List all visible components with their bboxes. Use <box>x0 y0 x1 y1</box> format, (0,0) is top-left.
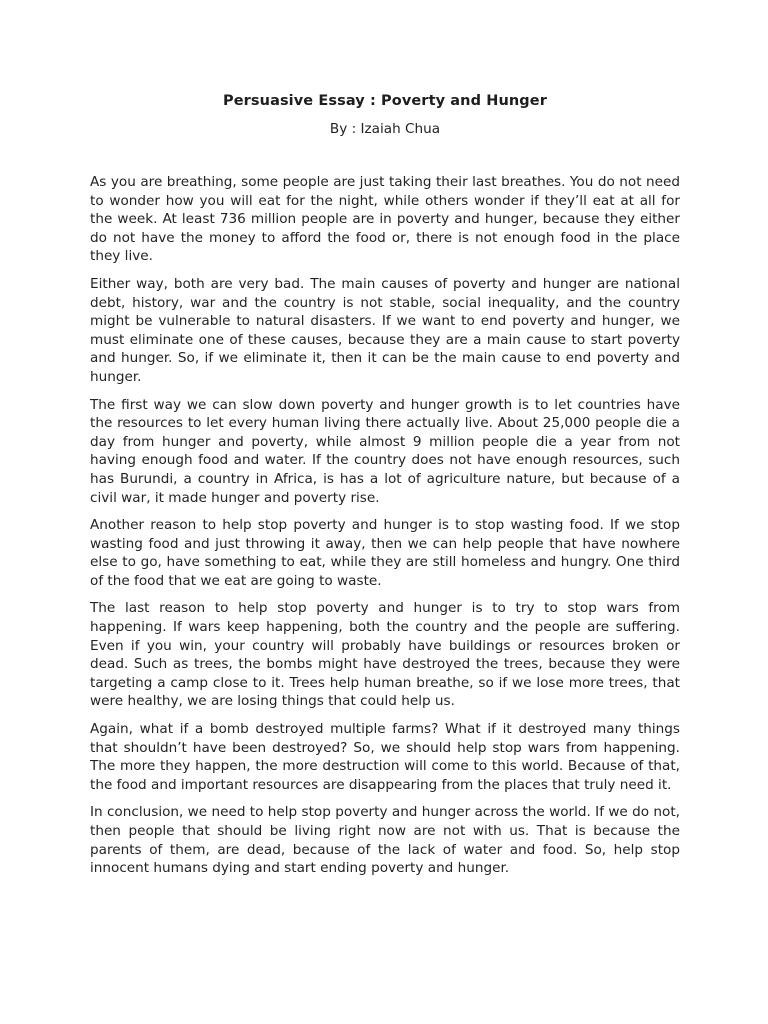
essay-title: Persuasive Essay : Poverty and Hunger <box>223 93 547 109</box>
paragraph-3: The first way we can slow down poverty and hunger growth is to let countries have the resources to let every human living there actually live. About 25,000 people die a day from hunger and poverty, while almost 9 million people die a year from not having enough food and water. If the country does not have enough resources, such has Burundi, a country in Africa, is has a lot of agriculture nature, but because of a civil war, it made hunger and poverty rise. <box>90 396 680 506</box>
paragraph-6: Again, what if a bomb destroyed multiple farms? What if it destroyed many things that shouldn’t have been destroyed? So, we should help stop wars from happening. The more they happen, the more destruction will come to this world. Because of that, the food and important resources are disappearing from the places that truly need it. <box>90 721 680 793</box>
essay-byline: By : Izaiah Chua <box>329 121 441 137</box>
paragraph-5: The last reason to help stop poverty and hunger is to try to stop wars from happening. If wars keep happening, both the country and the people are suffering. Even if you win, your country will probably have buildings or resources broken or dead. Such as trees, the bombs might have destroyed the trees, because they were targeting a camp close to it. Trees help human breathe, so if we lose more trees, that were healthy, we are losing things that could help us. <box>90 600 680 710</box>
paragraph-4: Another reason to help stop poverty and hunger is to stop wasting food. If we stop wasting food and just throwing it away, then we can help people that have nowhere else to go, have something to eat, while they are still homeless and hungry. One third of the food that we eat are going to waste. <box>90 517 680 589</box>
paragraph-1: As you are breathing, some people are just taking their last breathes. You do not need to wonder how you will eat for the night, while others wonder if they’ll eat at all for the week. At least 736 million people are in poverty and hunger, because they either do not have the money to afford the food or, there is not enough food in the place they live. <box>90 174 680 265</box>
essay-body <box>90 173 680 878</box>
paragraph-2: Either way, both are very bad. The main causes of poverty and hunger are national debt, history, war and the country is not stable, social inequality, and the country might be vulnerable to natural disasters. If we want to end poverty and hunger, we must eliminate one of these causes, because they are a main cause to start poverty and hunger. So, if we eliminate it, then it can be the main cause to end poverty and hunger. <box>90 275 680 385</box>
document-page <box>90 93 680 887</box>
paragraph-7: In conclusion, we need to help stop poverty and hunger across the world. If we do not, then people that should be living right now are not with us. That is because the parents of them, are dead, because of the lack of water and food. So, help stop innocent humans dying and start ending poverty and hunger. <box>90 804 680 877</box>
